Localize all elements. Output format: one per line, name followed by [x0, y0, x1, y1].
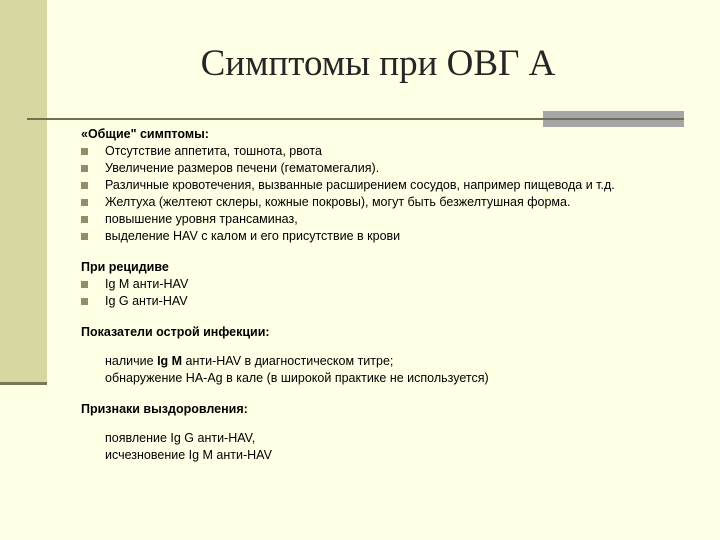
general-symptoms-list	[81, 143, 711, 245]
left-accent-bar-edge	[0, 382, 47, 385]
slide-body	[81, 126, 711, 464]
relapse-heading: При рецидиве	[81, 260, 169, 274]
square-bullet-icon	[81, 281, 88, 288]
acute-infection-line-2: обнаружение НА-Ag в кале (в широкой практике не используется)	[105, 371, 489, 385]
general-symptoms-heading: «Общие" симптомы:	[81, 127, 209, 141]
title-divider-line	[27, 118, 543, 120]
square-bullet-icon	[81, 199, 88, 206]
recovery-line-2: исчезновение Ig M анти-HAV	[105, 448, 272, 462]
list-item: Различные кровотечения, вызванные расширением сосудов, например пищевода и т.д.	[81, 177, 711, 194]
list-item: Увеличение размеров печени (гематомегалия).	[81, 160, 711, 177]
relapse-list	[81, 276, 711, 310]
list-item: повышение уровня трансаминаз,	[81, 211, 711, 228]
acute-infection-heading: Показатели острой инфекции:	[81, 325, 270, 339]
slide-title: Симптомы при ОВГ А	[200, 43, 556, 84]
list-item: Ig G анти-HAV	[81, 293, 711, 310]
square-bullet-icon	[81, 182, 88, 189]
square-bullet-icon	[81, 216, 88, 223]
square-bullet-icon	[81, 298, 88, 305]
list-item: Желтуха (желтеют склеры, кожные покровы), могут быть безжелтушная форма.	[81, 194, 711, 211]
list-item: Отсутствие аппетита, тошнота, рвота	[81, 143, 711, 160]
recovery-heading: Признаки выздоровления:	[81, 402, 248, 416]
list-item: Ig M анти-HAV	[81, 276, 711, 293]
square-bullet-icon	[81, 165, 88, 172]
square-bullet-icon	[81, 233, 88, 240]
list-item: выделение HAV с калом и его присутствие в крови	[81, 228, 711, 245]
title-divider-line-right	[543, 118, 684, 120]
acute-infection-line-1: наличие Ig M анти-HAV в диагностическом титре;	[105, 354, 394, 368]
square-bullet-icon	[81, 148, 88, 155]
recovery-line-1: появление Ig G анти-HAV,	[105, 431, 256, 445]
